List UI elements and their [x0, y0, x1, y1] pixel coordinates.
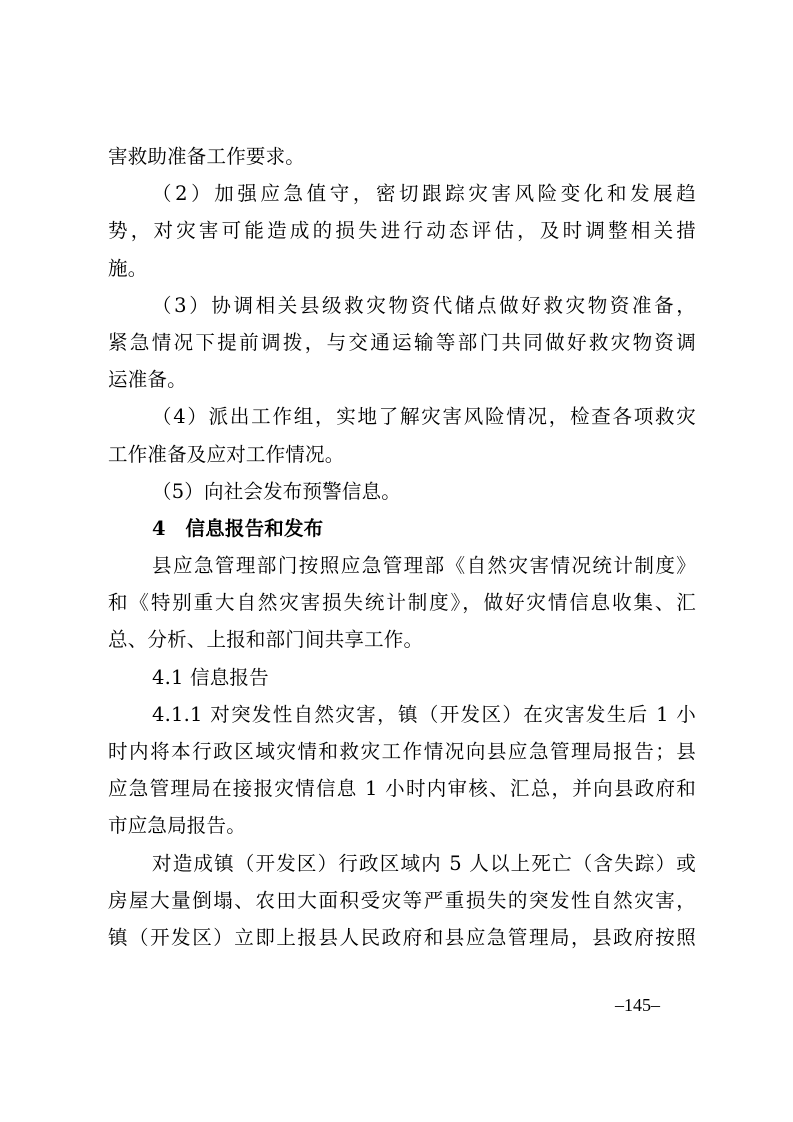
paragraph-line: 势，对灾害可能造成的损失进行动态评估，及时调整相关措	[108, 219, 696, 243]
paragraph-line: 时内将本行政区域灾情和救灾工作情况向县应急管理局报告；县	[108, 740, 696, 763]
paragraph-line: 县应急管理部门按照应急管理部《自然灾害情况统计制度》	[152, 554, 696, 578]
section-heading: 4 信息报告和发布	[152, 516, 324, 540]
paragraph-line: 施。	[108, 256, 148, 280]
paragraph-line: 应急管理局在接报灾情信息 1 小时内审核、汇总，并向县政府和	[108, 777, 696, 801]
paragraph-line: 总、分析、上报和部门间共享工作。	[108, 628, 424, 652]
subsection-heading: 4.1 信息报告	[152, 665, 269, 689]
paragraph-line: （4）派出工作组，实地了解灾害风险情况，检查各项救灾	[152, 405, 696, 429]
paragraph-line: 镇（开发区）立即上报县人民政府和县应急管理局，县政府按照	[108, 925, 696, 949]
page-number: –145–	[615, 995, 660, 1015]
paragraph-line: 紧急情况下提前调拨，与交通运输等部门共同做好救灾物资调	[108, 330, 696, 354]
document-body	[108, 138, 696, 956]
paragraph-line: 4.1.1 对突发性自然灾害，镇（开发区）在灾害发生后 1 小	[152, 702, 696, 726]
paragraph-line: （2）加强应急值守，密切跟踪灾害风险变化和发展趋	[152, 182, 696, 206]
paragraph-line: 对造成镇（开发区）行政区域内 5 人以上死亡（含失踪）或	[152, 851, 696, 875]
paragraph-line: 房屋大量倒塌、农田大面积受灾等严重损失的突发性自然灾害，	[108, 888, 696, 912]
paragraph-line: 和《特别重大自然灾害损失统计制度》，做好灾情信息收集、汇	[108, 591, 696, 615]
paragraph-line: 害救助准备工作要求。	[108, 145, 306, 168]
paragraph-line: （5）向社会发布预警信息。	[152, 479, 402, 503]
paragraph-line: 市应急局报告。	[108, 814, 246, 838]
paragraph-line: 工作准备及应对工作情况。	[108, 442, 345, 466]
paragraph-line: （3）协调相关县级救灾物资代储点做好救灾物资准备，	[152, 293, 696, 317]
paragraph-line: 运准备。	[108, 368, 187, 392]
